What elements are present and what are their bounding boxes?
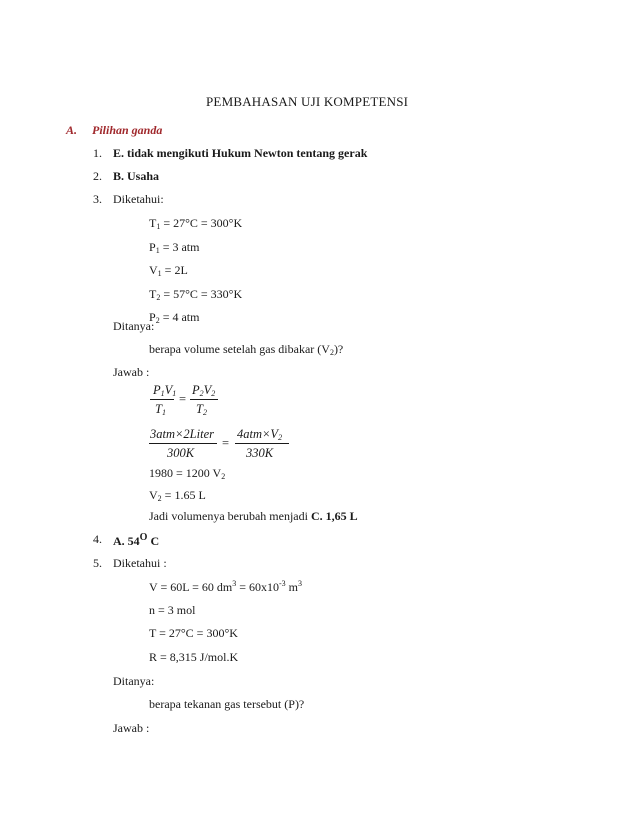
q1-answer: E. tidak mengikuti Hukum Newton tentang gerak [113,146,368,160]
q3-p2: $P_2 = 4$ atm [149,310,200,325]
eq1-right-denominator: $T_2$ [196,402,207,417]
q3-equation-1 [150,382,230,418]
eq1-equals: = [179,392,187,406]
eq1-right-numerator: $P_2V_2$ [192,383,216,398]
eq1-left-numerator: $P_1V_1$ [153,383,177,398]
eq2-right-bar [235,443,289,444]
q5-volume: V = 60L = 60 $dm^3 = 60x10^{-3}$ $m^3$ [149,579,302,594]
q5-asked: berapa tekanan gas tersebut (P)? [149,697,305,711]
q5-known-label: Diketahui : [113,556,167,570]
eq2-left-bar [149,443,217,444]
eq2-right-numerator: $4atm\times V_2$ [237,427,283,442]
q5-number: 5. [93,556,102,570]
q3-known-label: Diketahui: [113,192,164,206]
section-a-title: Pilihan ganda [92,123,163,137]
eq2-left-numerator: 3atm×2Liter [150,427,214,441]
q3-t2: $T_2 = 57^\circ C = 330^\circ K$ [149,287,243,302]
q3-equation-2 [149,426,289,462]
section-a-label: A. [66,123,78,137]
q3-step-1: 1980 = 1200 $V_2$ [149,466,226,481]
eq1-right-bar [190,399,218,400]
q5-gas-constant: R = 8,315 J/mol.K [149,650,239,664]
q5-moles: n = 3 mol [149,603,196,617]
eq1-left-denominator: $T_1$ [155,402,166,417]
q5-temperature: T = 27°C = 300°K [149,626,238,640]
q3-step-2: $V_2 = 1.65$ L [149,488,206,503]
q3-asked-label: Ditanya: [113,319,155,333]
q3-answer-label: Jawab : [113,365,150,379]
page-title: PEMBAHASAN UJI KOMPETENSI [206,94,409,109]
q2-number: 2. [93,169,102,183]
q3-conclusion-answer: C. 1,65 L [310,509,358,523]
q3-number: 3. [93,192,102,206]
q3-t1: $T_1 = 27^\circ C = 300^\circ K$ [149,216,243,231]
q4-answer: A. $54^O$ C [113,532,160,548]
q5-asked-label: Ditanya: [113,674,155,688]
q3-asked: berapa volume setelah gas dibakar $(V_2)$? [149,342,344,357]
eq2-right-denominator: 330K [246,446,274,460]
q3-p1: $P_1 = 3$ atm [149,240,200,255]
q4-number: 4. [93,532,102,546]
q3-v1: $V_1 = 2L$ [149,263,188,278]
q1-number: 1. [93,146,102,160]
eq2-left-denominator: 300K [167,446,195,460]
q3-conclusion: Jadi volumenya berubah menjadi C. 1,65 L [149,509,358,523]
q2-answer: B. Usaha [113,169,160,183]
q5-answer-label: Jawab : [113,721,150,735]
eq2-equals: = [222,436,230,450]
eq1-left-bar [150,399,174,400]
